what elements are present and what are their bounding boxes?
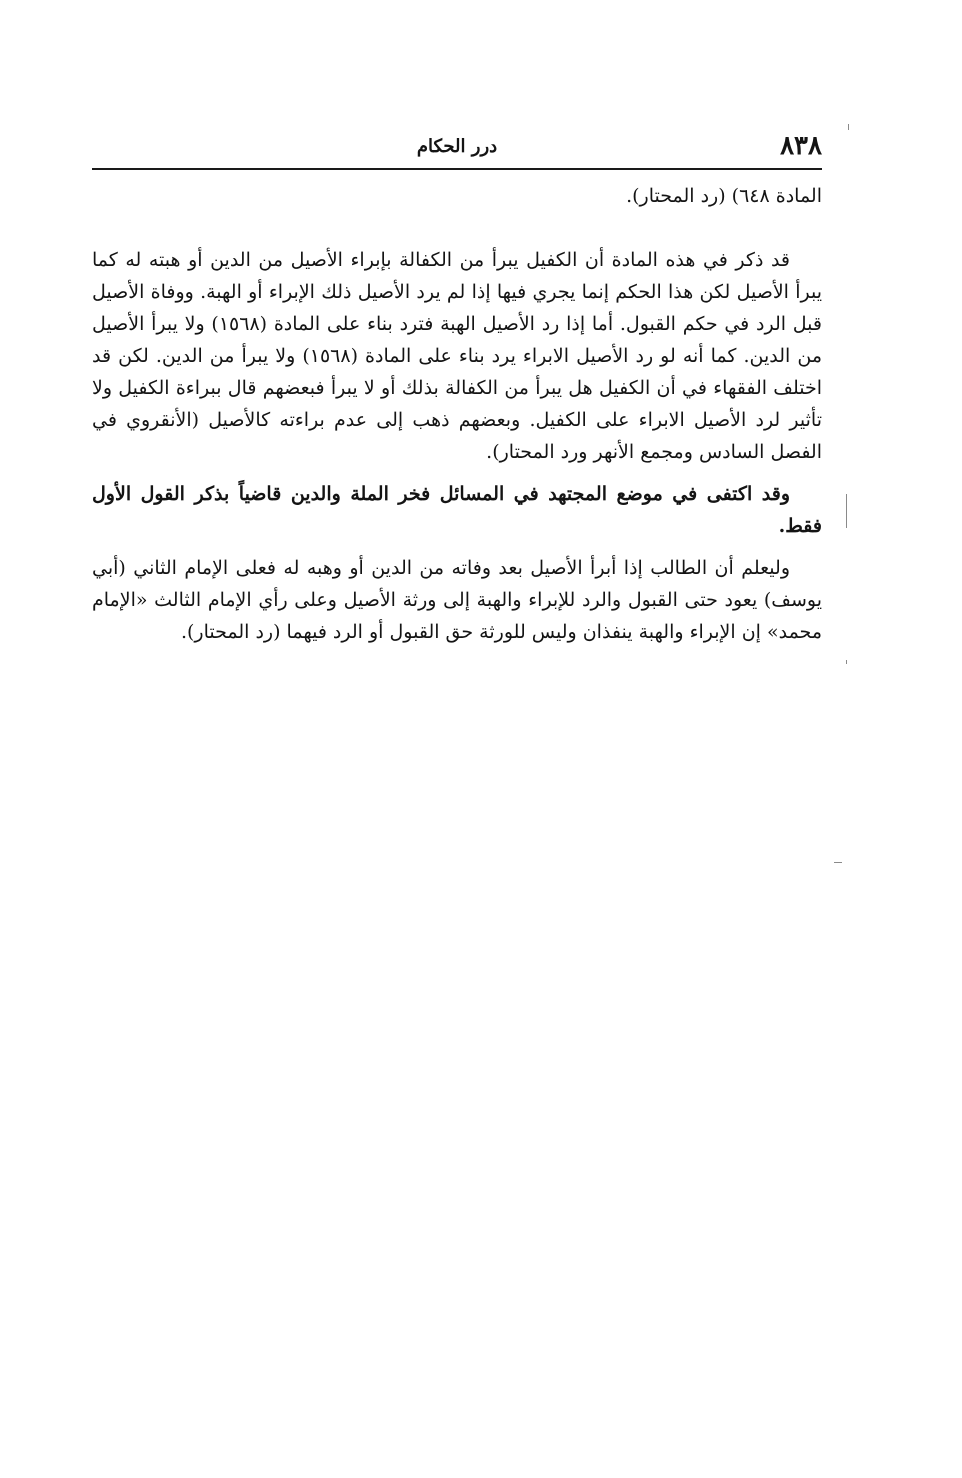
paragraph-note: وقد اكتفى في موضع المجتهد في المسائل فخر الملة والدين قاضياً بذكر القول الأول فقط. [92, 483, 822, 537]
running-title: درر الحكام [416, 136, 498, 157]
paragraph-main: قد ذكر في هذه المادة أن الكفيل يبرأ من الكفالة بإبراء الأصيل من الدين أو هبته له كما يبرأ الأصيل لكن هذا الحكم إنما يجري فيها إذا لم يرد الأصيل ذلك الإبراء أو الهبة. ووفاة الأصيل قبل الرد في حكم القبول. أما إذا رد الأصيل الهبة فترد بناء على المادة (١٥٦٨) ولا يبرأ الأصيل من الدين. كما أنه لو رد الأصيل الابراء يرد بناء على المادة (١٥٦٨) ولا يبرأ من الدين. لكن قد اختلف الفقهاء في أن الكفيل هل يبرأ من الكفالة بذلك أو لا يبرأ فبعضهم قال ببراءة الكفيل ولا تأثير لرد الأصيل الابراء على الكفيل. وبعضهم ذهب إلى عدم براءته كالأصيل (الأنقروي في الفصل السادس ومجمع الأنهر ورد المحتار). [92, 249, 823, 463]
paragraph-final: وليعلم أن الطالب إذا أبرأ الأصيل بعد وفاته من الدين أو وهبه له فعلى الإمام الثاني (أبي يوسف) يعود حتى القبول والرد للإبراء والهبة إلى ورثة الأصيل وعلى رأي الإمام الثالث «الإمام محمد» إن الإبراء والهبة ينفذان وليس للورثة حق القبول أو الرد فيهما (رد المحتار). [92, 557, 822, 643]
header-rule [92, 168, 822, 170]
margin-mark [846, 494, 847, 528]
margin-mark [846, 660, 847, 664]
margin-mark [834, 862, 842, 863]
page-number: ٨٣٨ [780, 131, 822, 161]
body-text [92, 180, 822, 658]
paragraph-reference: المادة ٦٤٨) (رد المحتار). [626, 185, 822, 207]
page-header [92, 128, 822, 168]
margin-mark [848, 124, 849, 130]
